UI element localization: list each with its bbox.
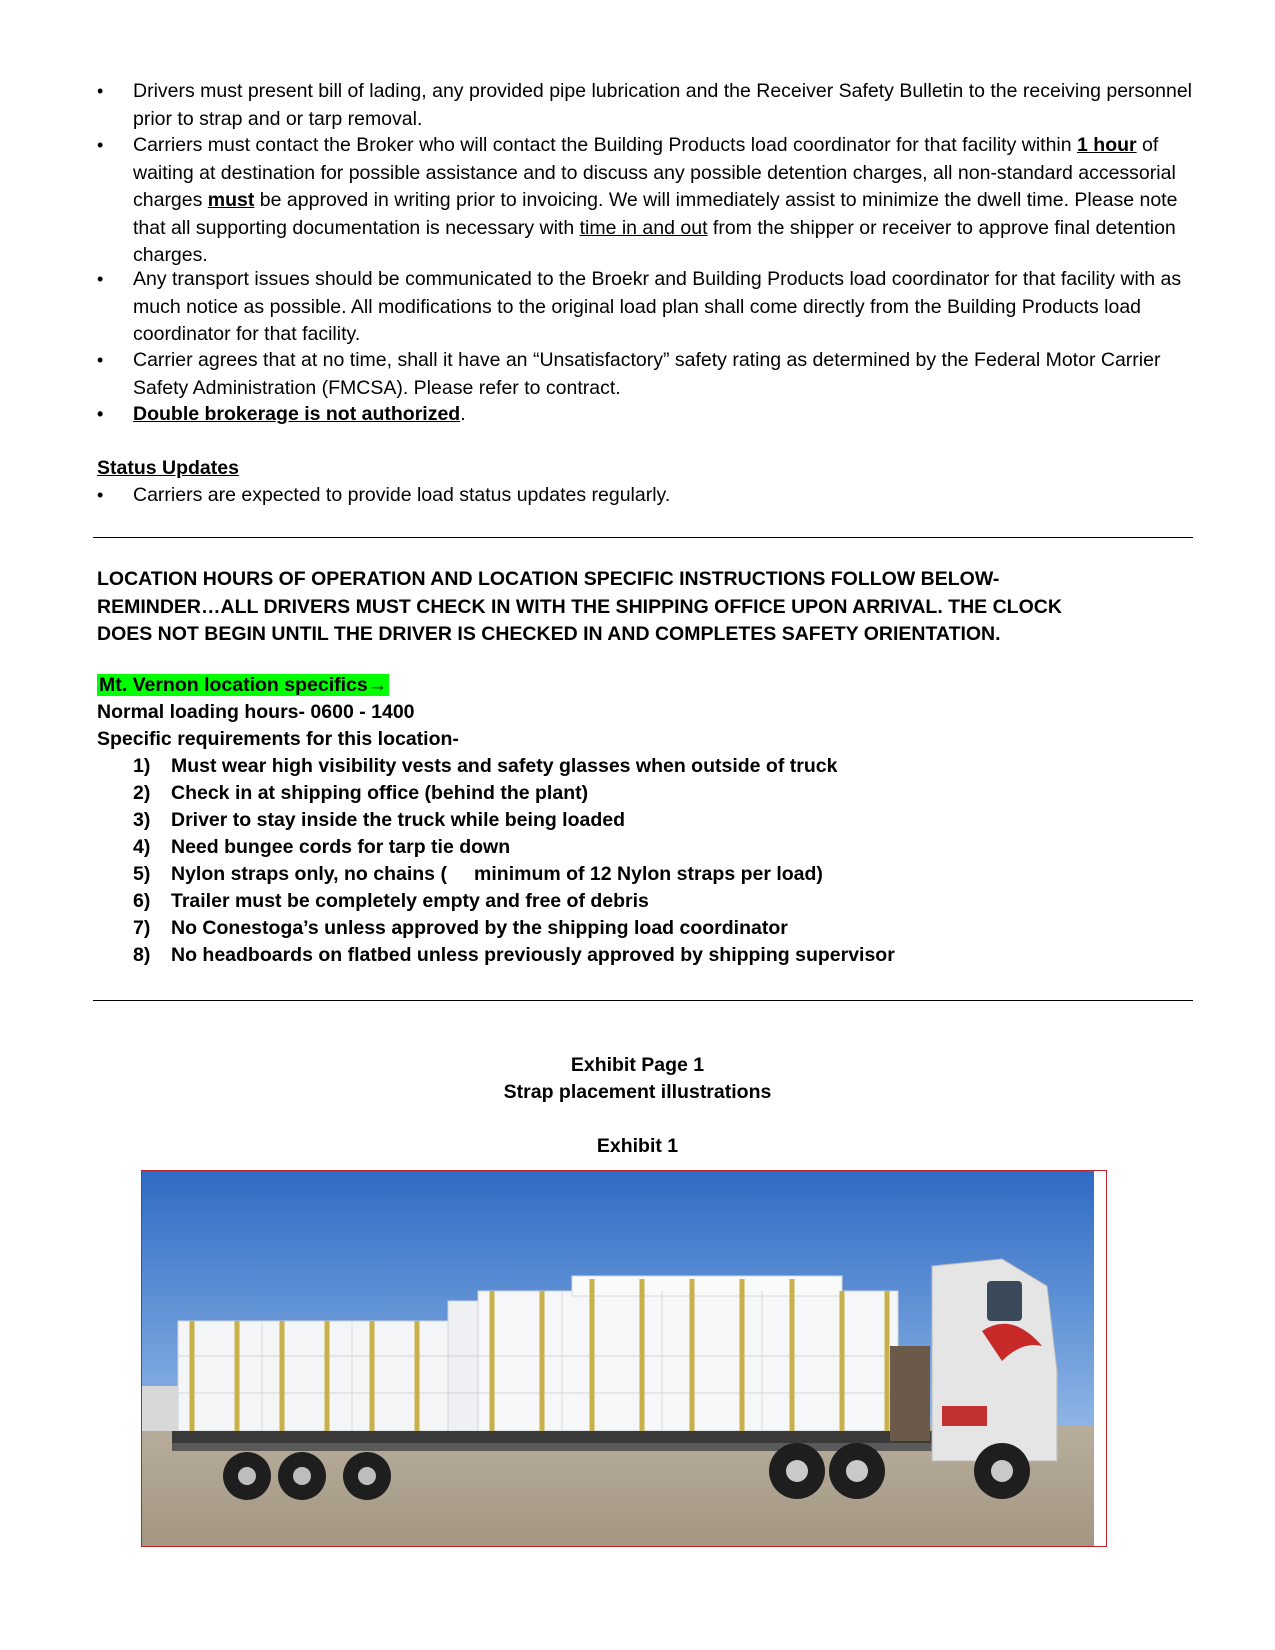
text-segment: time in and out [579,216,708,239]
bullet-marker: • [97,81,104,101]
bullet-marker: • [97,485,104,505]
requirement-item: 2) Check in at shipping office (behind the plant) [133,782,589,804]
bullet-marker: • [97,350,104,370]
section-divider [93,1000,1193,1001]
exhibit-label: Exhibit 1 [596,1135,679,1157]
location-notice: LOCATION HOURS OF OPERATION AND LOCATION SPECIFIC INSTRUCTIONS FOLLOW BELOW-REMINDER…ALL DRIVERS MUST CHECK IN WITH THE SHIPPING OFFICE UPON ARRIVAL. THE CLOCK DOES NOT BEGIN UNTIL THE DRIVER IS CHECKED IN AND COMPLETES SAFETY ORIENTATION. [97,568,1062,645]
flatbed-deck [172,1431,932,1443]
exhibit-photo [141,1170,1107,1547]
requirement-item: 3) Driver to stay inside the truck while being loaded [133,809,626,831]
text-segment: 1 hour [1077,134,1137,156]
exhibit-page-title: Exhibit Page 1 [570,1054,705,1076]
bullet-item-safety-rating [133,347,1193,402]
bullet-marker: • [97,404,104,424]
requirement-item: 6) Trailer must be completely empty and free of debris [133,890,649,912]
bullet-item-bill-of-lading [133,78,1193,133]
bullet-marker: • [97,269,104,289]
flatbed-truck-illustration [142,1171,1094,1546]
location-title [97,672,389,700]
text-segment: . [460,403,466,425]
status-updates-heading: Status Updates [97,457,239,479]
text-segment: must [207,189,255,211]
text-segment: of waiting at destination for possible assistance and to discuss any possible detention charges, all non-standard accessorial charges [133,134,1176,211]
location-title-highlight: Mt. Vernon location specifics→ [99,674,388,696]
bullet-marker: • [97,135,104,155]
bullet-item-double-brokerage [133,401,1193,429]
requirement-item: 4) Need bungee cords for tarp tie down [133,836,511,858]
requirement-item: 5) Nylon straps only, no chains ( minimum of 12 Nylon straps per load) [133,863,823,885]
text-segment: from the shipper or receiver to approve final detention charges. [133,216,1176,266]
text-segment: Any transport issues should be communicated to the Broekr and Building Products load coordinator for that facility with as much notice as possible. All modifications to the original load plan shall come directly from the Building Products load coordinator for that facility. [133,268,1182,345]
requirement-item: 1) Must wear high visibility vests and safety glasses when outside of truck [133,755,838,777]
text-segment: Double brokerage is not authorized [133,403,461,425]
requirement-item: 8) No headboards on flatbed unless previously approved by shipping supervisor [133,944,895,966]
requirements-heading: Specific requirements for this location- [97,728,459,750]
background-stack [142,1386,182,1431]
bullet-item-transport-issues [133,266,1193,349]
text-segment: Drivers must present bill of lading, any provided pipe lubrication and the Receiver Safety Bulletin to the receiving personnel prior to strap and or tarp removal. [133,80,1192,130]
trailer-wheels [223,1452,391,1500]
loading-hours: Normal loading hours- 0600 - 1400 [97,701,415,723]
bullet-item-broker-contact [133,132,1193,270]
section-divider [93,537,1193,538]
exhibit-subtitle: Strap placement illustrations [503,1081,772,1103]
text-segment: be approved in writing prior to invoicing. We will immediately assist to minimize the dwell time. Please note that all supporting documentation is necessary with [133,189,1178,239]
status-updates-bullet: Carriers are expected to provide load status updates regularly. [133,484,671,506]
text-segment: Carrier agrees that at no time, shall it have an “Unsatisfactory” safety rating as determined by the Federal Motor Carrier Safety Administration (FMCSA). Please refer to contract. [133,349,1161,399]
text-segment: Carriers must contact the Broker who will contact the Building Products load coordinator for that facility within [133,134,1078,156]
requirement-item: 7) No Conestoga’s unless approved by the shipping load coordinator [133,917,788,939]
